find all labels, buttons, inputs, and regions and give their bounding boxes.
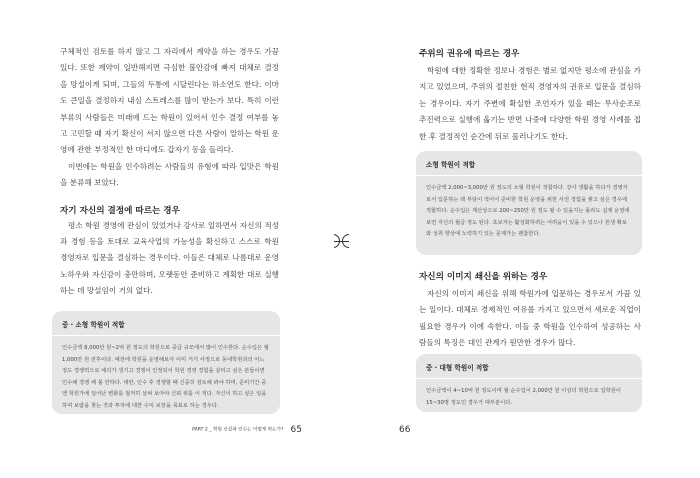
right-box-2-divider	[416, 378, 642, 379]
left-box-body: 인수금액 8,000만 원~2억 원 정도의 학원으로 중급 규모에서 많이 인수한다. 순수입은 월 1,000만 원 전후이다. 예전에 학원을 운영해보아 이미 거기 사정으로 동네학원과의 어느 정도 경쟁력으로 예의가 생기고 경쟁이 인정되어 학원 경영 경험을 살리고 싶은 분들이면 인수해 경쟁 해 볼 만하다. 대만, 인수 후 경쟁할 때 신중히 검토해 봐야 하며, 준비기간 중엔 학원가에 일어난 변화를 철저히 살펴 보아야 신뢰 위를 이 적다. 자신이 하고 싶은 일을 하며 보람을 찾는 것과 투자에 대한 수익 보장을 목표로 하는 경우다.	[62, 345, 269, 409]
right-box-2-title: 중 · 대형 학원이 적합	[426, 364, 489, 372]
left-box-title: 중 · 소형 학원이 적합	[62, 321, 125, 329]
right-text-column-top	[419, 47, 641, 145]
right-section-1-title: 주위의 권유에 따르는 경우	[419, 49, 520, 59]
left-intro-paragraph-2: 이번에는 학원을 인수하려는 사람들의 유형에 따라 입맛은 학원을 분류해 보았다.	[60, 161, 279, 188]
left-page-number: 65	[290, 424, 302, 435]
left-page	[0, 0, 334, 478]
right-box-1-body: 인수금액 2,000~3,000만 원 정도의 소형 학원이 적합하다. 강사 생활을 하다가 경영자로서 입문하는 데 부담이 적어서 준비한 학원 운영을 위한 사전 경험을 쌓고 싶은 경우에 적합하다. 순수입은 계산상으로 200~250만 원 정도 될 수 있을지는 몰라도 실제 운영에 보면 자신의 월급 정도 된다. 초보자는 활성화하려는 어려움이 있을 수 있으나 원생 확보와 성취 향상에 노력하기 있는 문제가는 괜찮한다.	[426, 185, 630, 238]
right-section-1-body: 학원에 대한 정확한 정보나 경험은 별로 없지만 평소에 관심을 가지고 있었으며, 주위의 절친한 현직 경영자의 권유로 입문을 결심하는 경우이다. 자기 주변에 확실한 조언자가 있을 때는 무사순조로 추진력으로 실행에 옮기는 반면 나중에 다양한 학원 경영 사례를 접한 후 결정적인 순간에 뒤로 물러나기도 한다.	[419, 66, 641, 141]
left-text-column	[60, 44, 279, 300]
right-text-column-middle	[419, 270, 641, 352]
right-info-box-2	[416, 354, 642, 412]
left-footer	[172, 419, 302, 438]
right-page	[349, 0, 700, 478]
left-info-box	[52, 311, 280, 414]
left-section-body: 평소 학원 경영에 관심이 있었거나 강사로 일하면서 자신의 적성과 경험 등을 토대로 교육사업의 가능성을 확신하고 스스로 학원 경영자로 입문을 결심하는 경우이다. 이들은 대체로 나름대로 운영 노하우와 자신감이 충만하며, 오랫동안 준비하고 계획한 대로 실행하는 데 망설임이 거의 없다.	[60, 220, 279, 296]
right-box-2-body: 인수금액이 4~10억 원 정도이며 월 순수입이 2,000만 원 이상의 학원으로 입학원이 15~30명 정도인 경우가 대부분이다.	[426, 388, 621, 406]
left-box-divider	[52, 335, 280, 336]
right-footer	[399, 417, 410, 436]
right-section-2-title: 자신의 이미지 쇄신을 위하는 경우	[419, 272, 548, 282]
right-info-box-1	[416, 151, 642, 255]
right-page-number: 66	[399, 425, 411, 435]
left-section-title: 자기 자신의 결정에 따르는 경우	[60, 205, 180, 216]
right-box-1-title: 소형 학원이 적합	[426, 161, 476, 169]
right-box-1-divider	[416, 175, 642, 176]
left-intro-paragraph: 구체적인 검토를 하지 않고 그 자리에서 계약을 하는 경우도 가끔 있다. 또한 계약이 일반해지면 극심한 불안감에 빠져 대체로 결정을 망설이게 되며, 그들의 두통에 시달린다는 하소연도 한다. 이마도 큰일을 결정하지 내심 스트레스를 많이 받는가 보다. 특히 이런 부류의 사람들은 미래에 드는 학원이 있어서 인수 결정 여부를 놓고 고민할 때 자기 확신이 서지 않으면 다른 사람이 말하는 학원 운영에 관한 부정적인 한 마디에도 갑자기 동을 들리다.	[60, 47, 279, 155]
right-section-2-body: 자신의 이미지 쇄신을 위해 학원가에 입문하는 경우로서 가끔 있는 일이다. 대체로 경제적인 여유를 가지고 있으면서 새로운 직업이 필요한 경우가 이에 속한다. 이들 중 학원을 인수하여 성공하는 사람들의 특징은 대인 관계가 원만한 경우가 많다.	[419, 289, 641, 348]
footer-part-title: PART 2 _ 학원 신설과 인수는 어떻게 하는가?	[192, 427, 284, 433]
